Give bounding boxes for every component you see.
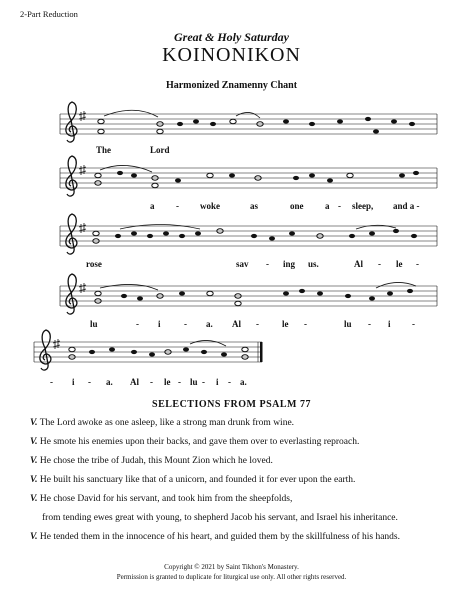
lyric-syllable: and a - (393, 201, 420, 211)
lyric-syllable: woke (200, 201, 220, 211)
lyric-syllable: as (250, 201, 259, 211)
lyric-syllable: - (228, 377, 231, 387)
lyric-syllable: - (304, 319, 307, 329)
staff-system-1 (60, 102, 437, 142)
lyric-syllable: - (176, 201, 179, 211)
verse-text: He chose David for his servant, and took him from the sheepfolds, (39, 494, 293, 504)
psalm-verse (30, 494, 292, 504)
lyric-syllable: sleep, (352, 201, 374, 211)
staff-system-5 (34, 330, 263, 370)
selections-heading: SELECTIONS FROM PSALM 77 (152, 399, 311, 410)
feast-subtitle: Great & Holy Saturday (173, 30, 289, 44)
lyric-syllable: i (388, 319, 391, 329)
verse-marker: V. (30, 532, 38, 542)
verse-marker: V. (30, 456, 38, 466)
verse-marker: V. (30, 418, 38, 428)
lyric-syllable: - (412, 319, 415, 329)
psalm-verse (30, 532, 400, 542)
lyric-syllable: a. (206, 319, 213, 329)
lyric-syllable: - (88, 377, 91, 387)
verse-text: He chose the tribe of Judah, this Mount Zion which he loved. (39, 456, 273, 466)
lyric-syllable: lu (190, 377, 198, 387)
chant-style: Harmonized Znamenny Chant (165, 80, 298, 91)
lyric-syllable: a. (240, 377, 247, 387)
verse-text: He built his sanctuary like that of a unicorn, and founded it for ever upon the earth. (39, 475, 356, 485)
lyric-syllable: - (338, 201, 341, 211)
verse-marker: V. (30, 475, 38, 485)
lyric-syllable: - (202, 377, 205, 387)
lyric-syllable: - (368, 319, 371, 329)
verse-marker: V. (30, 494, 38, 504)
lyric-syllable: - (184, 319, 187, 329)
psalm-verse (30, 475, 355, 485)
lyric-syllable: sav (236, 259, 249, 269)
lyric-syllable: Al (130, 377, 139, 387)
staff-system-4 (60, 274, 437, 314)
lyric-syllable: ing (283, 259, 296, 269)
permission-line: Permission is granted to duplicate for liturgical use only. All other rights reserved. (116, 573, 347, 581)
page-title: KOINONIKON (162, 44, 301, 66)
staff-system-3 (60, 214, 437, 254)
lyric-syllable: one (290, 201, 304, 211)
lyric-syllable: Al (232, 319, 241, 329)
lyric-syllable: - (50, 377, 53, 387)
psalm-verse-continuation: from tending ewes great with young, to shepherd Jacob his servant, and Israel his inheritance. (42, 513, 398, 523)
psalm-verse (30, 437, 359, 447)
psalm-verse (30, 456, 273, 466)
verse-text: He tended them in the innocence of his heart, and guided them by the skillfulness of his hands. (39, 532, 400, 542)
verse-marker: V. (30, 437, 38, 447)
lyric-syllable: The (96, 145, 112, 155)
copyright-notice (0, 562, 463, 582)
lyric-syllable: - (378, 259, 381, 269)
psalm-verse (30, 418, 294, 428)
lyric-syllable: a. (106, 377, 113, 387)
lyric-syllable: le (164, 377, 171, 387)
lyric-syllable: - (256, 319, 259, 329)
lyric-syllable: lu (90, 319, 98, 329)
lyric-syllable: rose (86, 259, 102, 269)
lyric-syllable: - (178, 377, 181, 387)
lyric-syllable: - (416, 259, 419, 269)
verse-text: The Lord awoke as one asleep, like a strong man drunk from wine. (39, 418, 295, 428)
lyric-syllable: i (216, 377, 219, 387)
lyric-syllable: lu (344, 319, 352, 329)
lyric-syllable: i (72, 377, 75, 387)
copyright-line: Copyright © 2021 by Saint Tikhon's Monastery. (164, 563, 299, 571)
lyric-syllable: i (158, 319, 161, 329)
lyric-syllable: - (150, 377, 153, 387)
lyric-syllable: Lord (150, 145, 170, 155)
lyric-syllable: le (282, 319, 289, 329)
lyric-syllable: - (136, 319, 139, 329)
verse-text: He smote his enemies upon their backs, and gave them over to everlasting reproach. (39, 437, 360, 447)
lyric-syllable: a (150, 201, 155, 211)
lyric-syllable: a (325, 201, 330, 211)
reduction-label: 2-Part Reduction (20, 9, 78, 19)
lyric-syllable: le (396, 259, 403, 269)
lyric-syllable: Al (354, 259, 363, 269)
lyric-syllable: us. (308, 259, 319, 269)
lyric-syllable: - (266, 259, 269, 269)
staff-system-2 (60, 156, 437, 196)
